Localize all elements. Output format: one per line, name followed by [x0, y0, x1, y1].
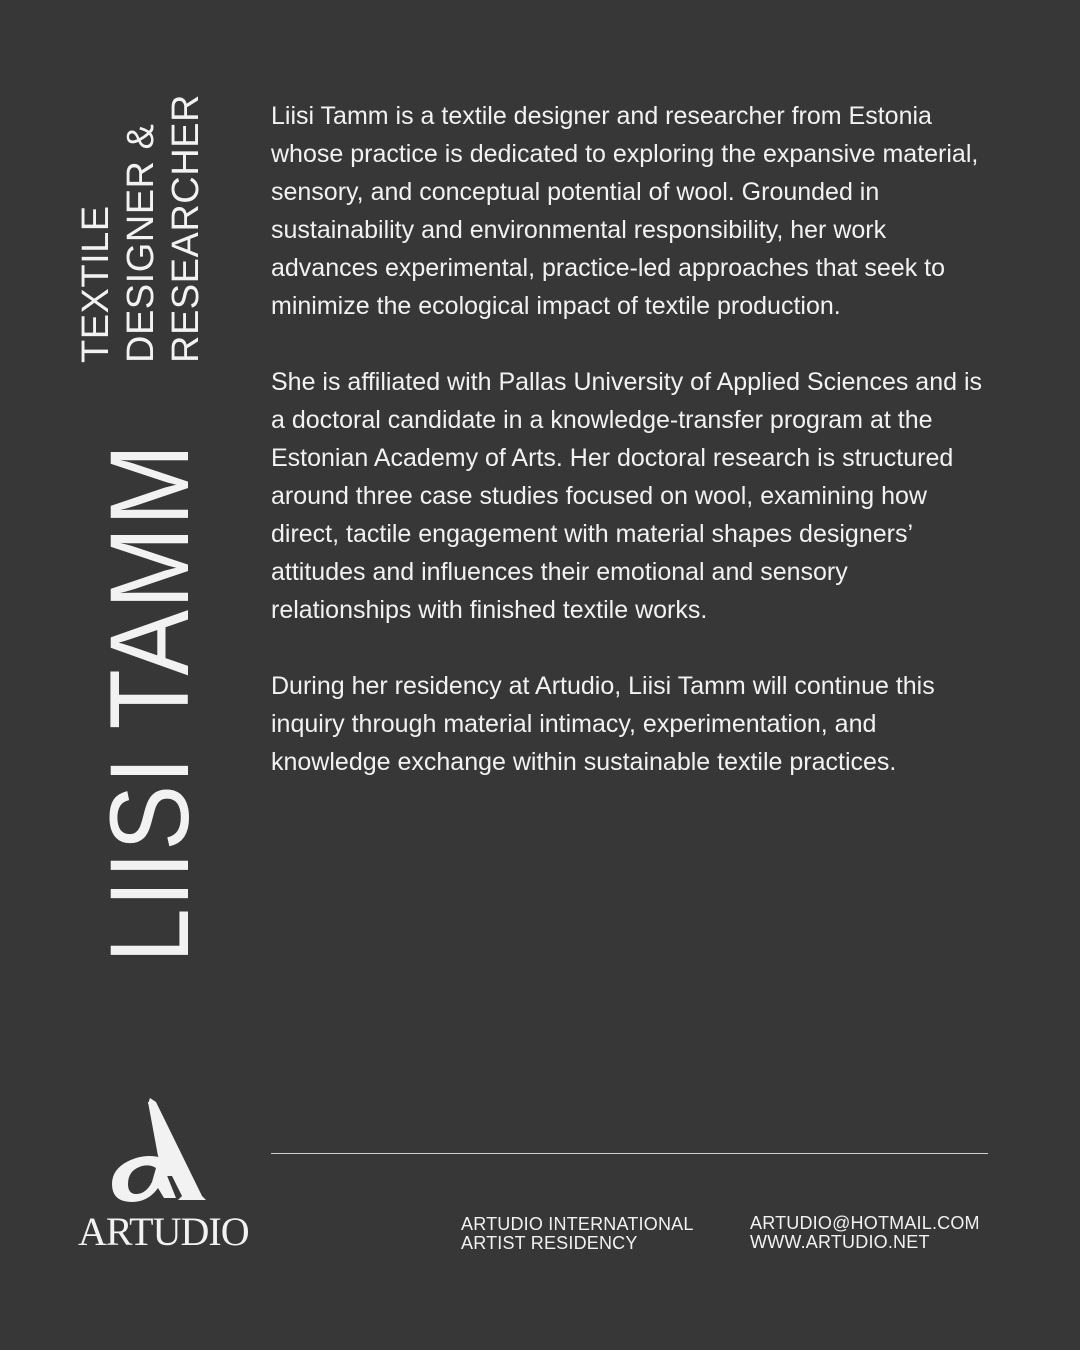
footer-residency: [461, 1215, 694, 1253]
bio-paragraph-2: She is affiliated with Pallas University of Applied Sciences and is a doctoral candidate in a knowledge-transfer program at the Estonian Academy of Arts. Her doctoral research is structured around three case studies focused on wool, examining how direct, tactile engagement with material shapes designers’ attitudes and influences their emotional and sensory relationships with finished textile works.: [271, 368, 983, 624]
contact-website[interactable]: WWW.ARTUDIO.NET: [750, 1232, 930, 1252]
logo-wordmark: ARTUDIO: [78, 1209, 249, 1254]
bio-paragraph-1: Liisi Tamm is a textile designer and researcher from Estonia whose practice is dedicated to exploring the expansive material, sensory, and conceptual potential of wool. Grounded in sustainability and environmental responsibility, her work advances experimental, practice-led approaches that seek to minimize the ecological impact of textile production.: [271, 102, 979, 320]
role-line-3: RESEARCHER: [165, 94, 207, 363]
artudio-logo: [78, 1098, 249, 1258]
footer-contact: [750, 1214, 980, 1252]
footer-divider: [271, 1153, 988, 1154]
artudio-a-logo-icon: [106, 1098, 206, 1204]
role-line-1: TEXTILE: [75, 205, 117, 363]
role-line-2: DESIGNER &: [120, 123, 162, 363]
artist-name-vertical: [87, 372, 212, 963]
contact-email[interactable]: ARTUDIO@HOTMAIL.COM: [750, 1213, 980, 1233]
artist-bio: [271, 97, 991, 819]
residency-line-2: ARTIST RESIDENCY: [461, 1233, 638, 1253]
artist-name: LIISI TAMM: [87, 443, 212, 963]
artist-role-vertical: [74, 93, 209, 363]
bio-paragraph-3: During her residency at Artudio, Liisi Tamm will continue this inquiry through material intimacy, experimentation, and knowledge exchange within sustainable textile practices.: [271, 672, 935, 776]
residency-line-1: ARTUDIO INTERNATIONAL: [461, 1214, 694, 1234]
